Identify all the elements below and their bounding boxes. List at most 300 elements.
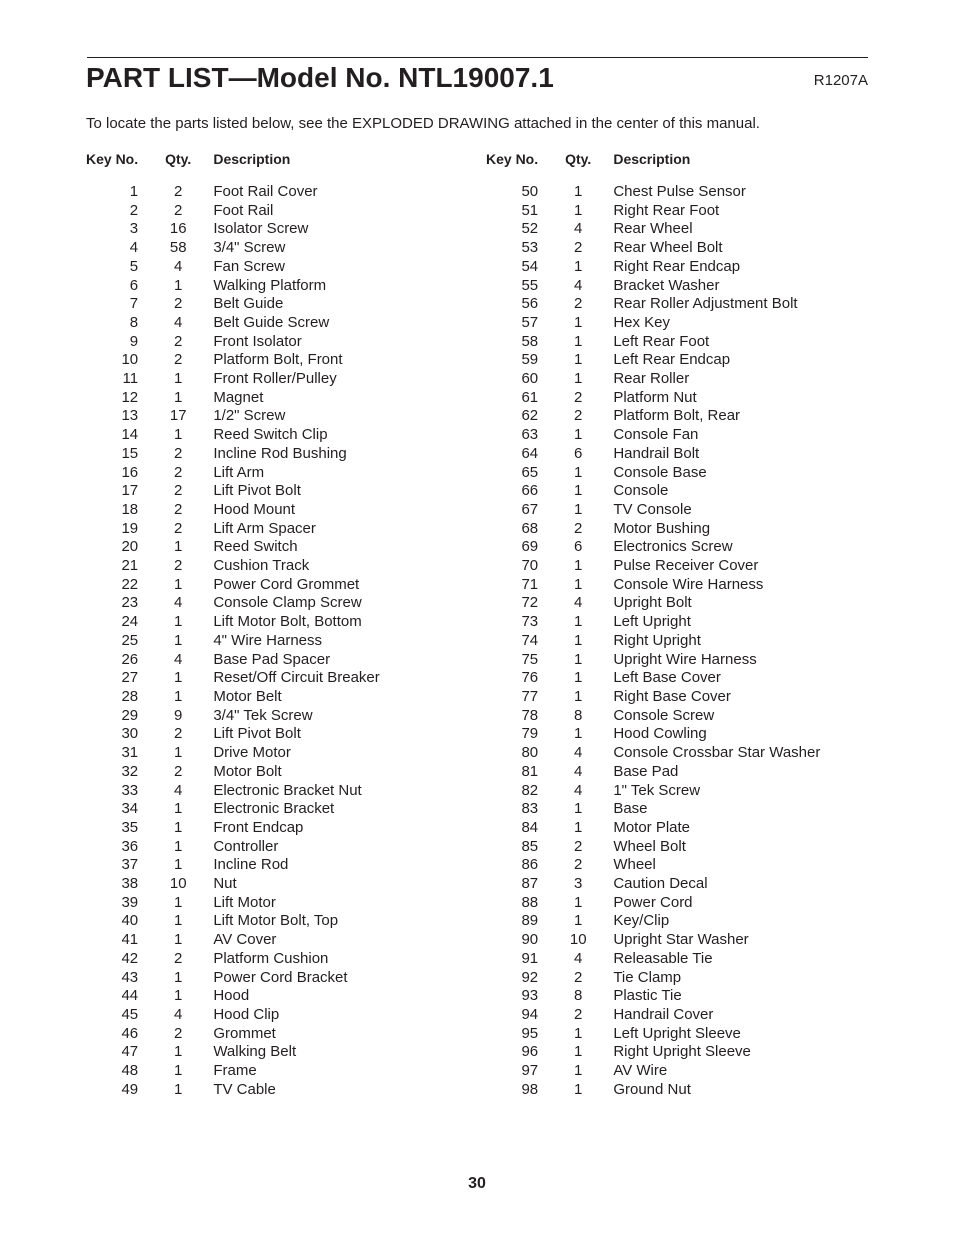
column-gap [538, 314, 565, 333]
column-gap [591, 669, 613, 688]
intro-text: To locate the parts listed below, see the EXPLODED DRAWING attached in the center of this manual. [86, 115, 760, 132]
key-number: 18 [121, 500, 139, 518]
key-number: 2 [129, 201, 139, 219]
key-number: 22 [121, 575, 139, 593]
column-gap [138, 1043, 165, 1062]
column-gap [591, 389, 613, 408]
table-row [86, 426, 380, 445]
table-row [86, 520, 380, 539]
key-number: 4 [129, 239, 139, 257]
quantity: 1 [174, 912, 183, 930]
table-row [486, 987, 820, 1006]
column-gap [138, 445, 165, 464]
key-number: 13 [121, 407, 139, 425]
part-description: Console Clamp Screw [213, 594, 362, 612]
key-number: 16 [121, 463, 139, 481]
column-gap [191, 333, 213, 352]
column-gap [191, 912, 213, 931]
column-gap [538, 931, 565, 950]
part-description: Hex Key [613, 313, 671, 331]
part-description: Power Cord Bracket [213, 968, 348, 986]
column-gap [591, 931, 613, 950]
quantity: 2 [174, 351, 183, 369]
table-row [486, 557, 820, 576]
part-description: Grommet [213, 1024, 276, 1042]
column-gap [538, 969, 565, 988]
column-gap [591, 819, 613, 838]
column-gap [191, 557, 213, 576]
key-number: 93 [521, 987, 539, 1005]
column-gap [591, 426, 613, 445]
key-number: 94 [521, 1005, 539, 1023]
table-row [486, 688, 820, 707]
quantity: 1 [174, 687, 183, 705]
key-number: 9 [129, 332, 139, 350]
quantity: 1 [574, 426, 583, 444]
quantity: 58 [169, 239, 187, 257]
part-description: Left Upright [613, 613, 691, 631]
quantity: 1 [574, 1080, 583, 1098]
part-description: 3/4" Screw [213, 239, 286, 257]
quantity: 4 [574, 949, 583, 967]
column-gap [538, 183, 565, 202]
quantity: 2 [174, 183, 183, 200]
key-number: 7 [129, 295, 139, 313]
quantity: 1 [574, 725, 583, 743]
column-gap [538, 258, 565, 277]
table-row [486, 445, 820, 464]
column-gap [538, 1006, 565, 1025]
column-gap [138, 725, 165, 744]
table-row [486, 707, 820, 726]
table-row [86, 912, 380, 931]
column-gap [191, 669, 213, 688]
parts-table-left [86, 151, 380, 1099]
part-description: Console Base [613, 463, 707, 481]
part-description: Platform Nut [613, 388, 697, 406]
column-gap [591, 651, 613, 670]
column-gap [191, 520, 213, 539]
column-gap [191, 856, 213, 875]
key-number: 38 [121, 875, 139, 893]
table-row [86, 351, 380, 370]
column-gap [191, 239, 213, 258]
table-row [86, 1043, 380, 1062]
column-gap [191, 875, 213, 894]
part-description: Console Screw [613, 706, 715, 724]
table-row [486, 333, 820, 352]
column-gap [538, 669, 565, 688]
part-description: Rear Wheel [613, 220, 693, 238]
column-gap [191, 576, 213, 595]
key-number: 35 [121, 818, 139, 836]
table-row [86, 333, 380, 352]
column-gap [591, 258, 613, 277]
column-gap [538, 220, 565, 239]
column-gap [138, 151, 165, 183]
column-gap [591, 370, 613, 389]
quantity: 1 [174, 370, 183, 388]
quantity: 1 [574, 370, 583, 388]
column-gap [538, 987, 565, 1006]
column-gap [538, 744, 565, 763]
column-gap [191, 894, 213, 913]
quantity: 2 [574, 1005, 583, 1023]
column-gap [191, 370, 213, 389]
column-gap [591, 202, 613, 221]
part-description: Base Pad [613, 762, 679, 780]
column-gap [538, 1025, 565, 1044]
part-description: Fan Screw [213, 257, 286, 275]
column-gap [538, 763, 565, 782]
quantity: 8 [574, 706, 583, 724]
part-description: Right Rear Foot [613, 201, 720, 219]
part-description: Belt Guide Screw [213, 313, 330, 331]
column-gap [591, 950, 613, 969]
part-description: Caution Decal [613, 875, 708, 893]
key-number: 59 [521, 351, 539, 369]
part-description: 4" Wire Harness [213, 631, 323, 649]
column-gap [191, 1006, 213, 1025]
table-row [86, 482, 380, 501]
key-number: 95 [521, 1024, 539, 1042]
quantity: 1 [574, 482, 583, 500]
parts-list-right [486, 183, 820, 1099]
table-row [86, 1025, 380, 1044]
parts-table-right [486, 151, 820, 1099]
quantity: 4 [174, 313, 183, 331]
part-description: Tie Clamp [613, 968, 682, 986]
part-description: Pulse Receiver Cover [613, 557, 759, 575]
table-row [86, 950, 380, 969]
key-number: 54 [521, 257, 539, 275]
table-row [486, 576, 820, 595]
quantity: 1 [574, 613, 583, 631]
column-gap [138, 782, 165, 801]
column-gap [191, 389, 213, 408]
table-row [86, 389, 380, 408]
table-row [486, 613, 820, 632]
quantity: 1 [174, 931, 183, 949]
part-description: Right Upright [613, 631, 701, 649]
column-gap [591, 856, 613, 875]
column-gap [591, 782, 613, 801]
column-gap [191, 202, 213, 221]
column-gap [191, 594, 213, 613]
column-gap [591, 239, 613, 258]
column-gap [591, 838, 613, 857]
part-description: Right Rear Endcap [613, 257, 741, 275]
column-gap [191, 651, 213, 670]
part-description: Electronic Bracket [213, 800, 335, 818]
column-gap [138, 389, 165, 408]
quantity: 1 [574, 257, 583, 275]
column-gap [191, 707, 213, 726]
quantity: 1 [174, 818, 183, 836]
key-number: 6 [129, 276, 139, 294]
column-gap [191, 838, 213, 857]
quantity: 1 [574, 912, 583, 930]
column-gap [138, 576, 165, 595]
part-description: Motor Belt [213, 687, 282, 705]
part-description: Motor Bushing [613, 519, 711, 537]
key-number: 55 [521, 276, 539, 294]
part-description: Right Upright Sleeve [613, 1043, 751, 1061]
part-description: Hood Clip [213, 1005, 280, 1023]
table-row [86, 744, 380, 763]
key-no-header: Key No. [486, 151, 539, 167]
table-row [486, 520, 820, 539]
part-description: Electronic Bracket Nut [213, 781, 362, 799]
column-gap [138, 800, 165, 819]
quantity: 4 [174, 650, 183, 668]
column-gap [138, 931, 165, 950]
page-title: PART LIST—Model No. NTL19007.1 [86, 62, 554, 93]
key-number: 15 [121, 444, 139, 462]
key-number: 69 [521, 538, 539, 556]
column-gap [591, 875, 613, 894]
column-gap [191, 314, 213, 333]
key-number: 51 [521, 201, 539, 219]
column-gap [538, 1062, 565, 1081]
table-row [486, 894, 820, 913]
column-gap [538, 407, 565, 426]
table-row [486, 912, 820, 931]
table-row [86, 894, 380, 913]
key-number: 73 [521, 613, 539, 631]
quantity: 6 [574, 538, 583, 556]
part-description: Front Isolator [213, 332, 302, 350]
quantity: 1 [574, 669, 583, 687]
column-gap [138, 426, 165, 445]
quantity: 1 [174, 388, 183, 406]
table-row [86, 202, 380, 221]
part-description: Rear Roller [613, 370, 690, 388]
part-description: Bracket Washer [613, 276, 720, 294]
key-number: 92 [521, 968, 539, 986]
column-gap [138, 763, 165, 782]
column-gap [591, 351, 613, 370]
quantity: 2 [174, 557, 183, 575]
part-description: Incline Rod [213, 856, 289, 874]
table-row [486, 632, 820, 651]
table-row [486, 1043, 820, 1062]
part-description: Power Cord [613, 893, 693, 911]
key-number: 28 [121, 687, 139, 705]
key-number: 60 [521, 370, 539, 388]
quantity: 1 [174, 744, 183, 762]
quantity: 1 [174, 1080, 183, 1098]
quantity: 2 [174, 725, 183, 743]
table-row [86, 407, 380, 426]
column-gap [538, 239, 565, 258]
part-description: Reed Switch [213, 538, 298, 556]
column-gap [138, 333, 165, 352]
column-gap [591, 800, 613, 819]
column-gap [138, 464, 165, 483]
part-description: Lift Arm Spacer [213, 519, 316, 537]
part-description: Front Roller/Pulley [213, 370, 337, 388]
part-description: Hood Cowling [613, 725, 707, 743]
quantity: 1 [174, 631, 183, 649]
column-gap [138, 707, 165, 726]
column-gap [138, 277, 165, 296]
table-row [486, 370, 820, 389]
key-number: 96 [521, 1043, 539, 1061]
key-number: 46 [121, 1024, 139, 1042]
quantity: 1 [574, 1024, 583, 1042]
key-number: 81 [521, 762, 539, 780]
key-number: 23 [121, 594, 139, 612]
column-gap [138, 969, 165, 988]
key-number: 36 [121, 837, 139, 855]
column-gap [538, 151, 565, 183]
key-number: 57 [521, 313, 539, 331]
part-description: Upright Bolt [613, 594, 692, 612]
quantity: 2 [174, 500, 183, 518]
quantity: 4 [574, 276, 583, 294]
column-gap [538, 725, 565, 744]
table-row [86, 875, 380, 894]
part-description: Left Rear Endcap [613, 351, 731, 369]
key-number: 25 [121, 631, 139, 649]
column-gap [538, 202, 565, 221]
quantity: 1 [174, 987, 183, 1005]
key-number: 5 [129, 257, 139, 275]
column-gap [138, 220, 165, 239]
quantity: 4 [174, 594, 183, 612]
quantity: 4 [574, 762, 583, 780]
key-number: 78 [521, 706, 539, 724]
quantity: 1 [574, 332, 583, 350]
part-description: AV Wire [613, 1062, 668, 1080]
key-number: 50 [521, 183, 539, 200]
table-row [486, 407, 820, 426]
column-gap [591, 1062, 613, 1081]
quantity: 1 [174, 1043, 183, 1061]
key-number: 14 [121, 426, 139, 444]
column-gap [538, 445, 565, 464]
column-gap [538, 613, 565, 632]
table-row [86, 856, 380, 875]
column-gap [591, 613, 613, 632]
column-gap [191, 277, 213, 296]
column-gap [591, 520, 613, 539]
table-row [486, 856, 820, 875]
quantity: 2 [574, 239, 583, 257]
quantity: 2 [574, 388, 583, 406]
column-gap [591, 220, 613, 239]
quantity: 1 [574, 183, 583, 200]
column-gap [538, 782, 565, 801]
table-row [86, 445, 380, 464]
table-row [86, 594, 380, 613]
key-number: 67 [521, 500, 539, 518]
description-header: Description [213, 151, 291, 167]
key-number: 3 [129, 220, 139, 238]
quantity: 2 [174, 1024, 183, 1042]
column-gap [538, 426, 565, 445]
part-description: Upright Star Washer [613, 931, 749, 949]
column-gap [191, 969, 213, 988]
quantity: 1 [574, 557, 583, 575]
key-number: 61 [521, 388, 539, 406]
key-number: 10 [121, 351, 139, 369]
table-row [486, 277, 820, 296]
table-row [86, 258, 380, 277]
part-description: Magnet [213, 388, 264, 406]
table-row [486, 426, 820, 445]
part-description: Handrail Bolt [613, 444, 700, 462]
quantity: 8 [574, 987, 583, 1005]
key-number: 41 [121, 931, 139, 949]
part-description: Motor Bolt [213, 762, 282, 780]
table-row [86, 1081, 380, 1100]
key-number: 65 [521, 463, 539, 481]
column-gap [591, 725, 613, 744]
part-description: Right Base Cover [613, 687, 731, 705]
part-description: Lift Pivot Bolt [213, 725, 301, 743]
column-gap [591, 912, 613, 931]
column-gap [191, 151, 213, 183]
part-description: Key/Clip [613, 912, 670, 930]
quantity: 1 [574, 1062, 583, 1080]
table-row [86, 669, 380, 688]
part-description: Left Base Cover [613, 669, 721, 687]
column-gap [538, 707, 565, 726]
column-gap [191, 426, 213, 445]
key-number: 79 [521, 725, 539, 743]
quantity: 1 [574, 313, 583, 331]
key-number: 31 [121, 744, 139, 762]
part-description: Lift Motor [213, 893, 276, 911]
column-gap [591, 407, 613, 426]
quantity: 1 [174, 800, 183, 818]
column-gap [138, 744, 165, 763]
column-gap [138, 1025, 165, 1044]
part-description: Foot Rail [213, 201, 274, 219]
table-row [486, 1006, 820, 1025]
table-row [86, 763, 380, 782]
part-description: Releasable Tie [613, 949, 713, 967]
part-description: Rear Roller Adjustment Bolt [613, 295, 798, 313]
quantity: 1 [174, 538, 183, 556]
part-description: TV Console [613, 500, 692, 518]
table-row [486, 183, 820, 202]
quantity: 2 [174, 332, 183, 350]
key-number: 75 [521, 650, 539, 668]
table-row [86, 819, 380, 838]
column-gap [591, 969, 613, 988]
column-gap [591, 576, 613, 595]
column-gap [591, 295, 613, 314]
table-row [486, 819, 820, 838]
table-row [86, 370, 380, 389]
table-row [486, 538, 820, 557]
part-description: Nut [213, 875, 237, 893]
column-gap [591, 688, 613, 707]
key-number: 43 [121, 968, 139, 986]
column-gap [191, 464, 213, 483]
column-gap [191, 501, 213, 520]
table-row [86, 800, 380, 819]
column-gap [138, 351, 165, 370]
quantity: 1 [174, 276, 183, 294]
key-number: 42 [121, 949, 139, 967]
quantity: 1 [574, 893, 583, 911]
key-number: 74 [521, 631, 539, 649]
part-description: Reed Switch Clip [213, 426, 328, 444]
